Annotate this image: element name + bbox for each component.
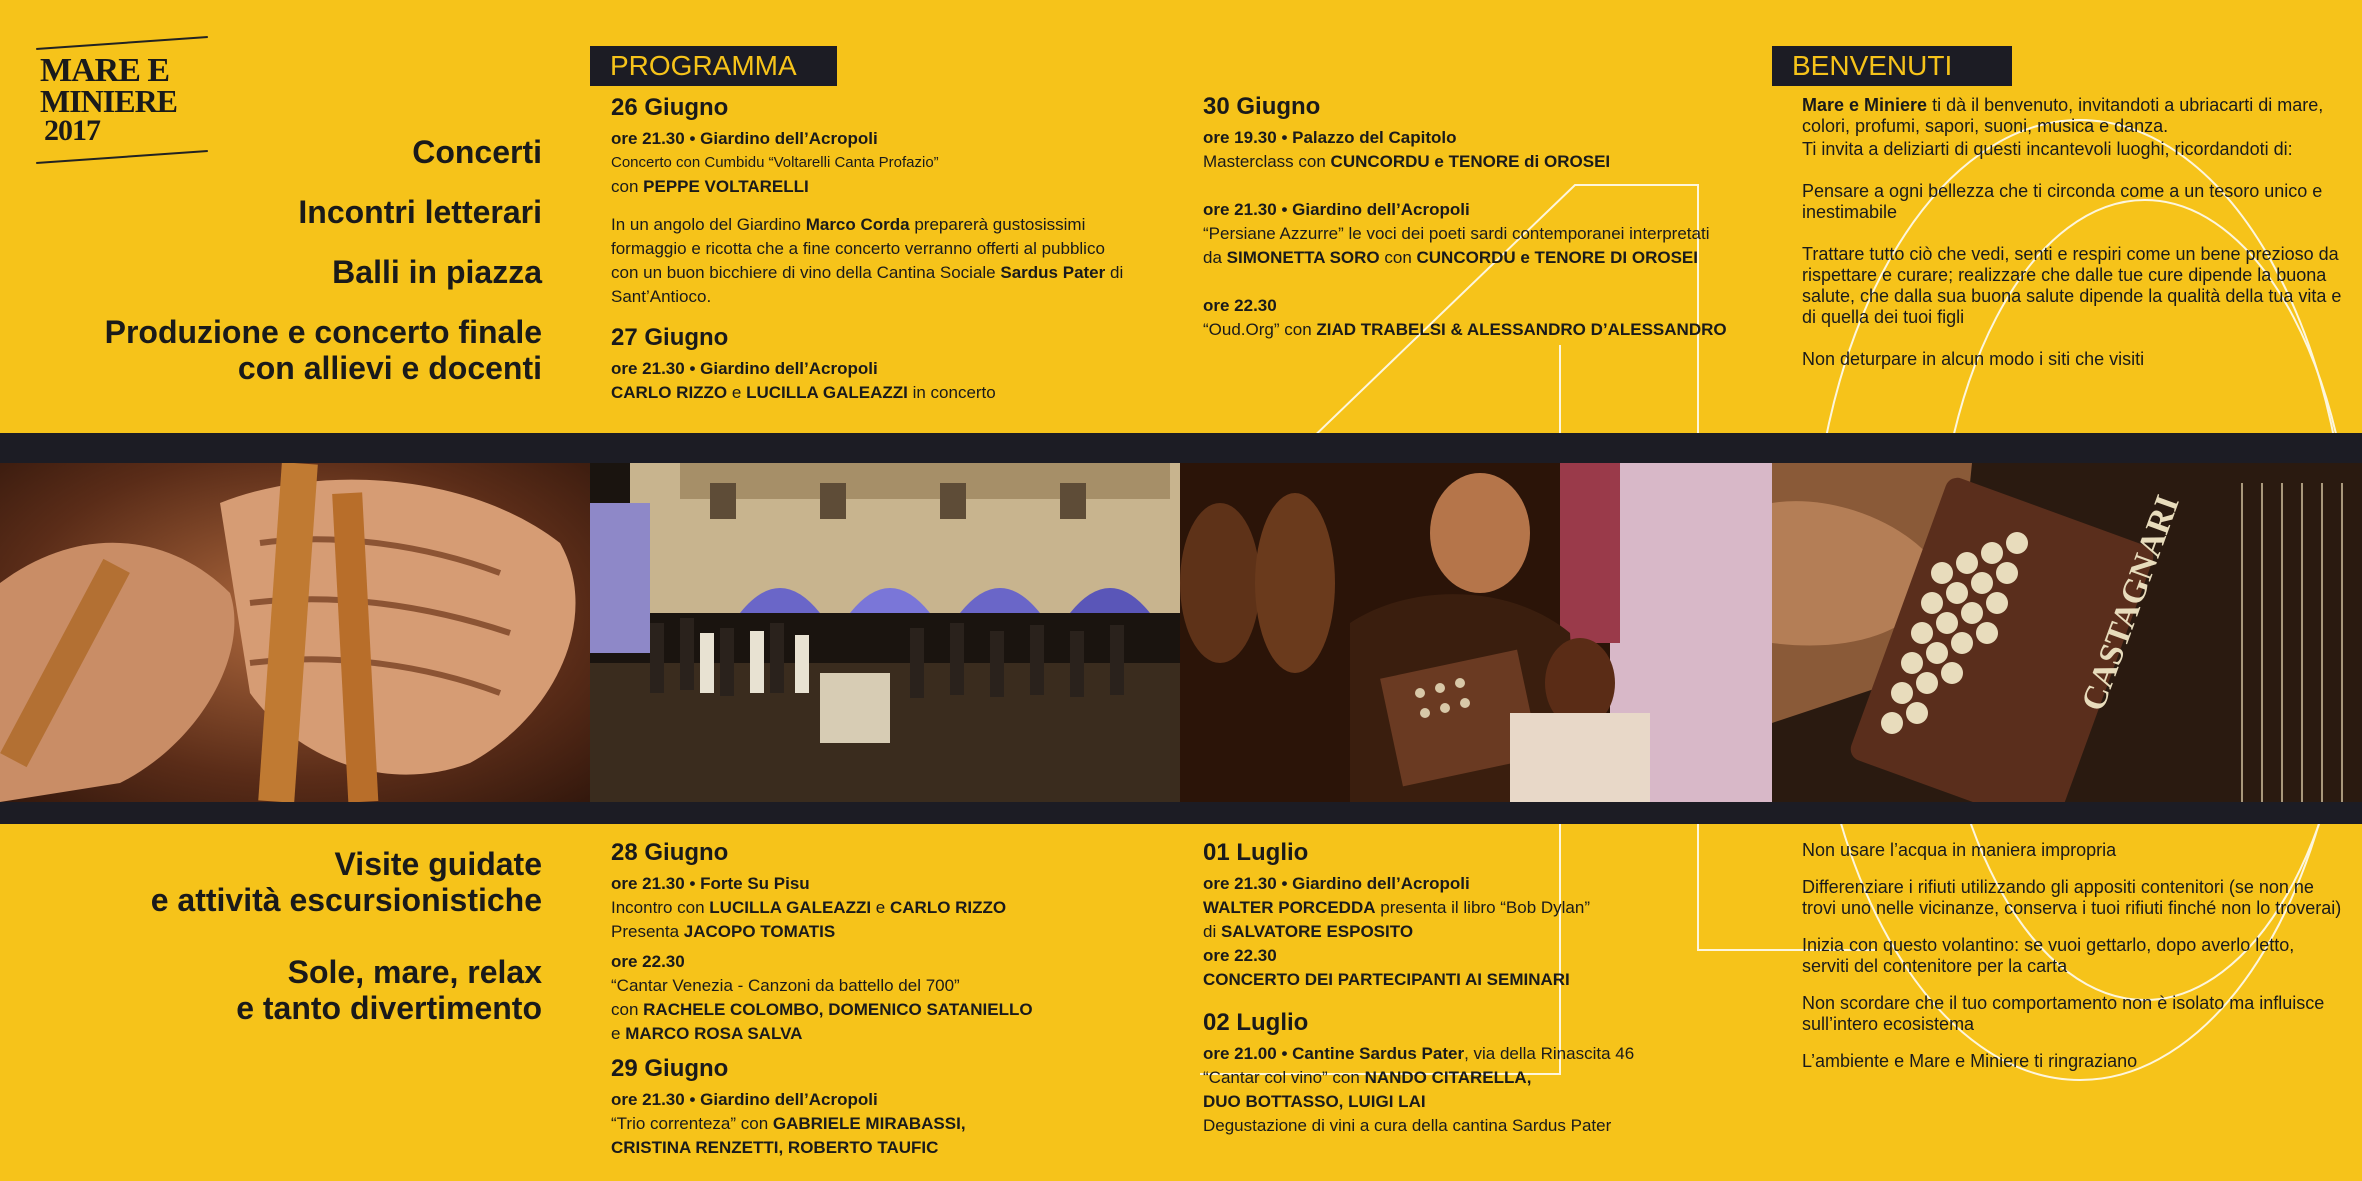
welcome-p3: Pensare a ogni bellezza che ti circonda come a un tesoro unico e inestimabile — [1802, 181, 2323, 222]
artist-27-giugno: CARLO RIZZO e LUCILLA GALEAZZI in concerto — [611, 383, 996, 402]
event-30-giugno-2: “Persiane Azzurre” le voci dei poeti sardi contemporanei interpretati — [1203, 224, 1710, 243]
tip-4: Non scordare che il tuo comportamento non è isolato ma influisce sull’intero ecosistema — [1802, 993, 2325, 1034]
headline-concerti: Concerti — [412, 134, 542, 170]
time-01-luglio-2: ore 22.30 — [1203, 946, 1277, 965]
event-01-luglio-2: CONCERTO DEI PARTECIPANTI AI SEMINARI — [1203, 970, 1570, 989]
welcome-p4: Trattare tutto ciò che vedi, senti e respiri come un bene prezioso da rispettare e curare; realizzare che dalle tue cure dipende la buona salute, che dalla sua buona salute dipende la qualità della tua vita e di quella dei tuoi figli — [1802, 244, 2342, 327]
welcome-text — [1802, 95, 2342, 391]
note-26-giugno: In un angolo del Giardino Marco Corda preparerà gustosissimi formaggio e ricotta che a fine concerto verranno offerti al pubblico con un buon bicchiere di vino della Cantina Sociale Sardus Pater di Sant’Antioco. — [611, 215, 1124, 306]
program-column-1-bottom — [611, 838, 1171, 1160]
logo-line-2: MINIERE — [40, 83, 178, 119]
day-30-giugno: 30 Giugno — [1203, 93, 1321, 120]
headline-visite: Visite guidate e attività escursionistiche — [150, 846, 542, 918]
presenter-28-giugno: Presenta JACOPO TOMATIS — [611, 922, 836, 941]
photo-courtyard-performance — [590, 463, 1180, 802]
photo-accordion-closeup — [1772, 463, 2362, 802]
time-29-giugno: ore 21.30 • Giardino dell’Acropoli — [611, 1090, 878, 1109]
photo-accordion-musician — [1180, 463, 1772, 802]
headline-produzione: Produzione e concerto finale con allievi e docenti — [104, 314, 542, 386]
event-30-giugno-3: “Oud.Org” con ZIAD TRABELSI & ALESSANDRO D’ALESSANDRO — [1203, 320, 1727, 339]
time-02-luglio: ore 21.00 • Cantine Sardus Pater, via della Rinascita 46 — [1203, 1044, 1635, 1063]
tab-programma: PROGRAMMA — [590, 46, 837, 86]
artists-28-giugno-3: e MARCO ROSA SALVA — [611, 1024, 803, 1043]
program-column-2-top — [1203, 92, 1763, 342]
time-28-giugno-2: ore 22.30 — [611, 952, 685, 971]
photo-band-bottom-bar — [0, 802, 2362, 824]
artists-02-luglio: DUO BOTTASSO, LUIGI LAI — [1203, 1092, 1426, 1111]
day-29-giugno: 29 Giugno — [611, 1055, 729, 1082]
photo-band-top-bar — [0, 433, 2362, 463]
time-28-giugno-1: ore 21.30 • Forte Su Pisu — [611, 874, 810, 893]
logo-rule-top — [36, 36, 208, 50]
day-01-luglio: 01 Luglio — [1203, 839, 1309, 866]
tip-2: Differenziare i rifiuti utilizzando gli appositi contenitori (se non ne trovi uno nelle vicinanze, conserva i tuoi rifiuti finché non lo troverai) — [1802, 877, 2342, 918]
day-27-giugno: 27 Giugno — [611, 324, 729, 351]
program-column-1-top — [611, 93, 1131, 405]
eco-tips — [1802, 840, 2342, 1088]
tip-5: L’ambiente e Mare e Miniere ti ringraziano — [1802, 1051, 2138, 1071]
artists-29-giugno: CRISTINA RENZETTI, ROBERTO TAUFIC — [611, 1138, 939, 1157]
artist-30-giugno-2: da SIMONETTA SORO con CUNCORDU e TENORE DI OROSEI — [1203, 248, 1698, 267]
tip-3: Inizia con questo volantino: se vuoi gettarlo, dopo averlo letto, serviti del contenitore per la carta — [1802, 935, 2295, 976]
tasting-02-luglio: Degustazione di vini a cura della cantina Sardus Pater — [1203, 1116, 1612, 1135]
artists-28-giugno-2: con RACHELE COLOMBO, DOMENICO SATANIELLO — [611, 1000, 1033, 1019]
headline-balli: Balli in piazza — [332, 254, 542, 290]
accordion-brand-text: CASTAGNARI — [2074, 490, 2187, 716]
headline-list-bottom — [151, 846, 542, 1050]
event-28-giugno-1: Incontro con LUCILLA GALEAZZI e CARLO RIZZO — [611, 898, 1007, 917]
headline-incontri: Incontri letterari — [298, 194, 542, 230]
headline-list-top — [105, 134, 542, 410]
welcome-p5: Non deturpare in alcun modo i siti che visiti — [1802, 349, 2145, 369]
author-01-luglio: di SALVATORE ESPOSITO — [1203, 922, 1414, 941]
time-30-giugno-2: ore 21.30 • Giardino dell’Acropoli — [1203, 200, 1470, 219]
artist-26-giugno: con PEPPE VOLTARELLI — [611, 177, 809, 196]
time-30-giugno-1: ore 19.30 • Palazzo del Capitolo — [1203, 128, 1457, 147]
tab-benvenuti: BENVENUTI — [1772, 46, 2012, 86]
event-01-luglio-1: WALTER PORCEDDA presenta il libro “Bob Dylan” — [1203, 898, 1590, 917]
logo-line-3: 2017 — [44, 114, 100, 147]
program-column-2-bottom — [1203, 838, 1763, 1138]
headline-sole: Sole, mare, relax e tanto divertimento — [236, 954, 542, 1026]
day-02-luglio: 02 Luglio — [1203, 1009, 1309, 1036]
day-28-giugno: 28 Giugno — [611, 839, 729, 866]
time-30-giugno-3: ore 22.30 — [1203, 296, 1277, 315]
day-26-giugno: 26 Giugno — [611, 94, 729, 121]
event-28-giugno-2: “Cantar Venezia - Canzoni da battello del 700” — [611, 976, 960, 995]
welcome-p1: Mare e Miniere ti dà il benvenuto, invitandoti a ubriacarti di mare, colori, profumi, sapori, suoni, musica e danza. — [1802, 95, 2324, 136]
photo-hands-flutes — [0, 463, 590, 802]
time-01-luglio-1: ore 21.30 • Giardino dell’Acropoli — [1203, 874, 1470, 893]
logo-line-1: MARE E — [40, 52, 170, 89]
event-30-giugno-1: Masterclass con CUNCORDU e TENORE di OROSEI — [1203, 152, 1611, 171]
event-29-giugno: “Trio correnteza” con GABRIELE MIRABASSI, — [611, 1114, 966, 1133]
desc-26-giugno: Concerto con Cumbidu “Voltarelli Canta Profazio” — [611, 154, 939, 171]
welcome-p2: Ti invita a deliziarti di questi incantevoli luoghi, ricordandoti di: — [1802, 139, 2293, 159]
time-26-giugno: ore 21.30 • Giardino dell’Acropoli — [611, 129, 878, 148]
tip-1: Non usare l’acqua in maniera impropria — [1802, 840, 2117, 860]
time-27-giugno: ore 21.30 • Giardino dell’Acropoli — [611, 359, 878, 378]
event-02-luglio: “Cantar col vino” con NANDO CITARELLA, — [1203, 1068, 1532, 1087]
